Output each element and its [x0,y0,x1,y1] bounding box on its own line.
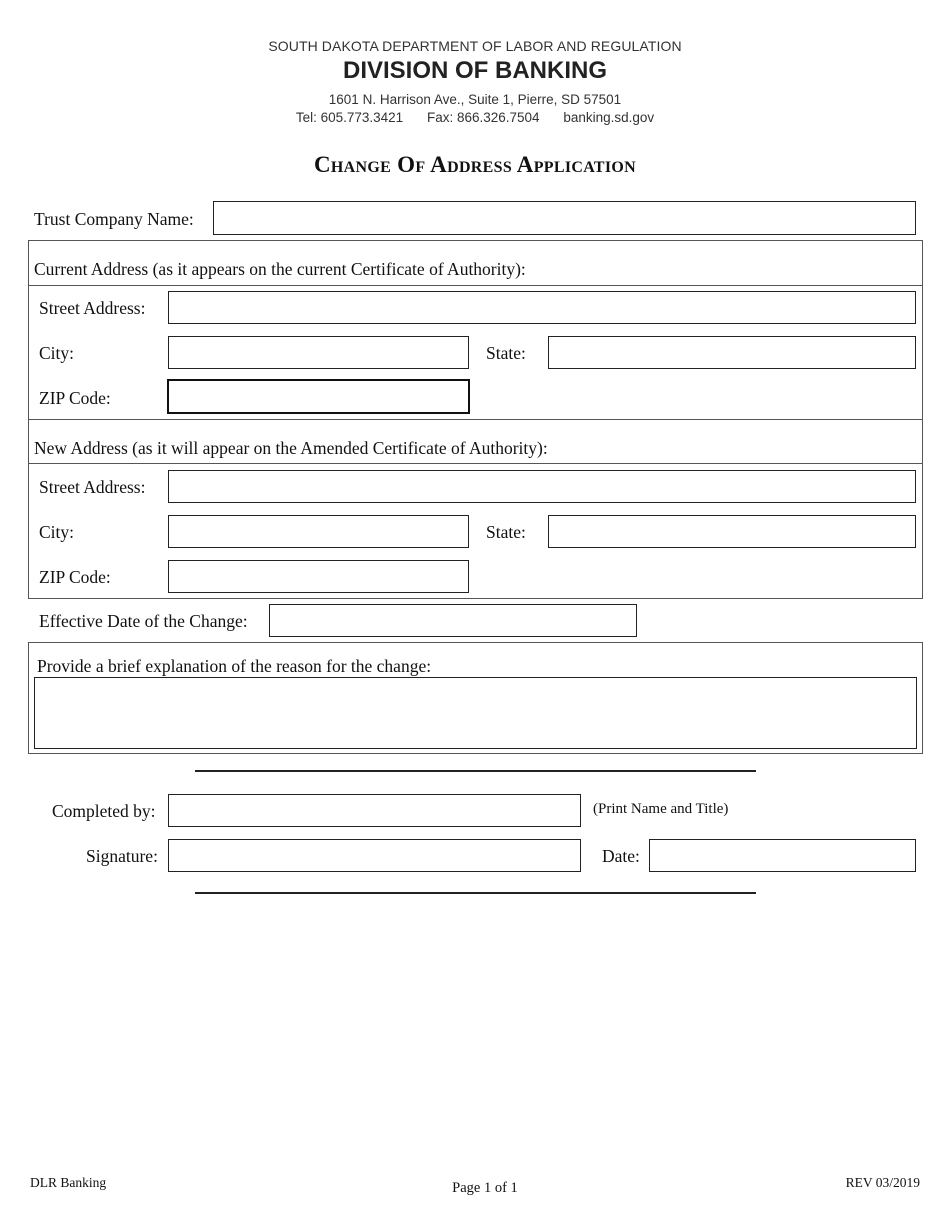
current-street-input[interactable] [168,291,916,324]
section-divider [28,463,923,464]
fax: Fax: 866.326.7504 [426,110,540,125]
explanation-textarea[interactable] [34,677,917,749]
date-label: Date: [602,846,640,866]
department-name: SOUTH DAKOTA DEPARTMENT OF LABOR AND REGULATION [268,38,682,54]
telephone: Tel: 605.773.3421 [295,110,404,125]
current-city-input[interactable] [168,336,469,369]
contact-line [0,110,950,125]
current-address-heading: Current Address (as it appears on the current Certificate of Authority): [34,259,526,279]
current-street-label: Street Address: [39,298,146,318]
separator-line [195,770,756,772]
signature-input[interactable] [168,839,581,872]
current-state-input[interactable] [548,336,916,369]
new-street-input[interactable] [168,470,916,503]
current-zip-label: ZIP Code: [39,388,111,408]
effective-date-label: Effective Date of the Change: [39,611,248,631]
new-zip-label: ZIP Code: [39,567,111,587]
current-state-label: State: [486,343,526,363]
new-state-label: State: [486,522,526,542]
completed-by-label: Completed by: [52,801,156,821]
print-name-hint: (Print Name and Title) [593,801,729,817]
new-state-input[interactable] [548,515,916,548]
new-street-label: Street Address: [39,477,146,497]
division-name: DIVISION OF BANKING [342,57,607,84]
new-city-input[interactable] [168,515,469,548]
trust-company-label: Trust Company Name: [34,209,194,229]
separator-line [195,892,756,894]
date-input[interactable] [649,839,916,872]
current-city-label: City: [39,343,75,363]
effective-date-input[interactable] [269,604,637,637]
page-number: Page 1 of 1 [452,1180,518,1196]
footer-revision: REV 03/2019 [845,1175,920,1190]
form-title: Change Of Address Application [314,152,636,177]
footer-left: DLR Banking [30,1175,107,1190]
website-link[interactable]: banking.sd.gov [563,110,655,125]
completed-by-input[interactable] [168,794,581,827]
new-zip-input[interactable] [168,560,469,593]
section-divider [28,285,923,286]
new-address-heading: New Address (as it will appear on the Amended Certificate of Authority): [34,438,548,458]
signature-label: Signature: [86,846,158,866]
current-zip-input[interactable] [167,379,470,414]
new-city-label: City: [39,522,75,542]
division-address: 1601 N. Harrison Ave., Suite 1, Pierre, SD 57501 [328,92,622,107]
trust-company-name-input[interactable] [213,201,916,235]
explanation-label: Provide a brief explanation of the reason for the change: [37,656,432,676]
